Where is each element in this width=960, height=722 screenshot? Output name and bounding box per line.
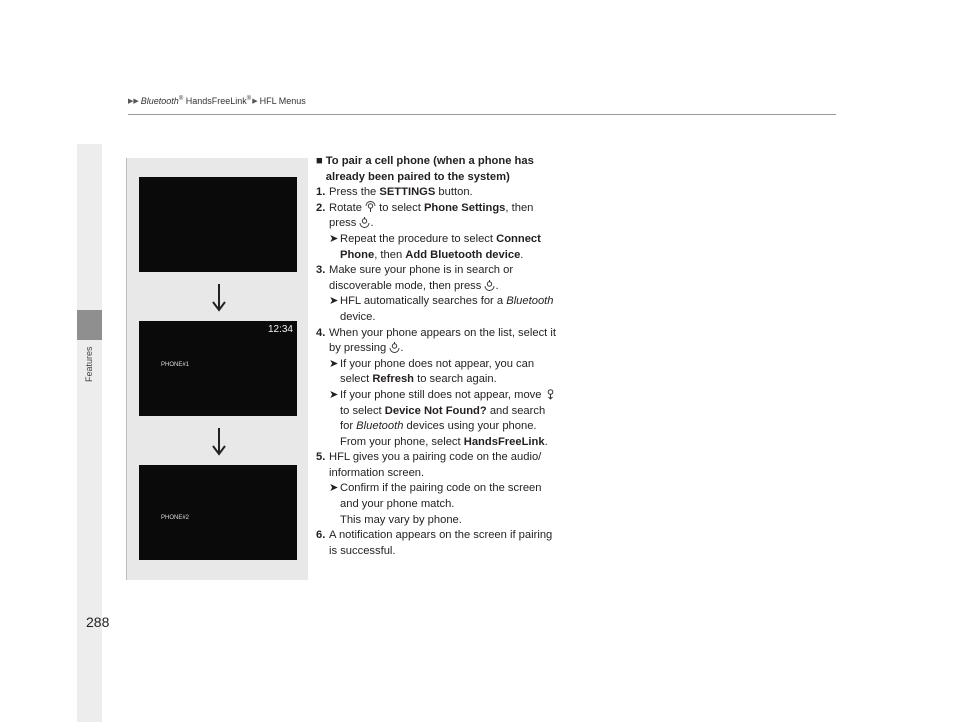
clock: 12:34 (267, 324, 293, 335)
down-arrow-icon (209, 282, 229, 312)
screenshot-panel (126, 158, 308, 580)
step-4-note-1: ➤ If your phone does not appear, you can select Refresh to search again. (329, 357, 561, 388)
step-5-note-continued: This may vary by phone. (340, 513, 462, 526)
section-tab (77, 310, 102, 340)
note-arrow-icon: ➤ (329, 357, 339, 370)
step-5: 5. HFL gives you a pairing code on the audio/ information screen. (316, 451, 542, 479)
breadcrumb-arrow-icon: ▶ (252, 98, 258, 105)
note-arrow-icon: ➤ (329, 482, 339, 495)
press-knob-icon (359, 216, 370, 228)
step-3-note: ➤ HFL automatically searches for a Bluetooth device. (329, 294, 561, 325)
step-2-note: ➤ Repeat the procedure to select Connect Phone, then Add Bluetooth device. (329, 232, 561, 263)
screen-settings (139, 177, 297, 272)
rotate-knob-icon (365, 201, 376, 213)
page-number: 288 (86, 614, 110, 630)
square-bullet-icon: ■ (316, 155, 323, 167)
note-arrow-icon: ➤ (329, 232, 339, 245)
note-arrow-icon: ➤ (329, 295, 339, 308)
side-strip-top (77, 0, 102, 144)
move-knob-down-icon (545, 388, 556, 400)
breadcrumb-arrow-icon: ▶▶ (128, 98, 139, 105)
note-arrow-icon: ➤ (329, 388, 339, 401)
header-rule (128, 114, 836, 115)
screen-phone-list-1 (139, 321, 297, 416)
breadcrumb (128, 96, 306, 106)
step-4: 4. When your phone appears on the list, select it by pressing . (316, 326, 556, 355)
press-knob-icon (484, 279, 495, 291)
step-1: 1. Press the SETTINGS button. (316, 186, 473, 199)
down-arrow-icon (209, 426, 229, 456)
screen-phone-list-2 (139, 465, 297, 560)
breadcrumb-item-bluetooth: Bluetooth® HandsFreeLink® (140, 96, 252, 106)
step-4-note-2: ➤ If your phone still does not appear, move to select Device Not Found? and search for Bluetooth devices using your phone. From your phone, select HandsFreeLink. (329, 388, 561, 450)
step-6: 6. A notification appears on the screen if pairing is successful. (316, 529, 553, 557)
step-5-note: ➤ Confirm if the pairing code on the screen and your phone match. (329, 481, 561, 512)
instructions (316, 154, 561, 559)
phone-list-item: PHONE#1 (161, 362, 190, 368)
section-heading: ■ To pair a cell phone (when a phone has already been paired to the system) (316, 154, 561, 185)
phone-list-item: PHONE#2 (161, 515, 190, 521)
step-2: 2. Rotate to select Phone Settings, then press . (316, 201, 534, 230)
press-knob-icon (389, 341, 400, 353)
step-3: 3. Make sure your phone is in search or discoverable mode, then press . (316, 264, 514, 292)
breadcrumb-item-hfl-menus: HFL Menus (259, 96, 306, 106)
section-label: Features (84, 346, 94, 382)
